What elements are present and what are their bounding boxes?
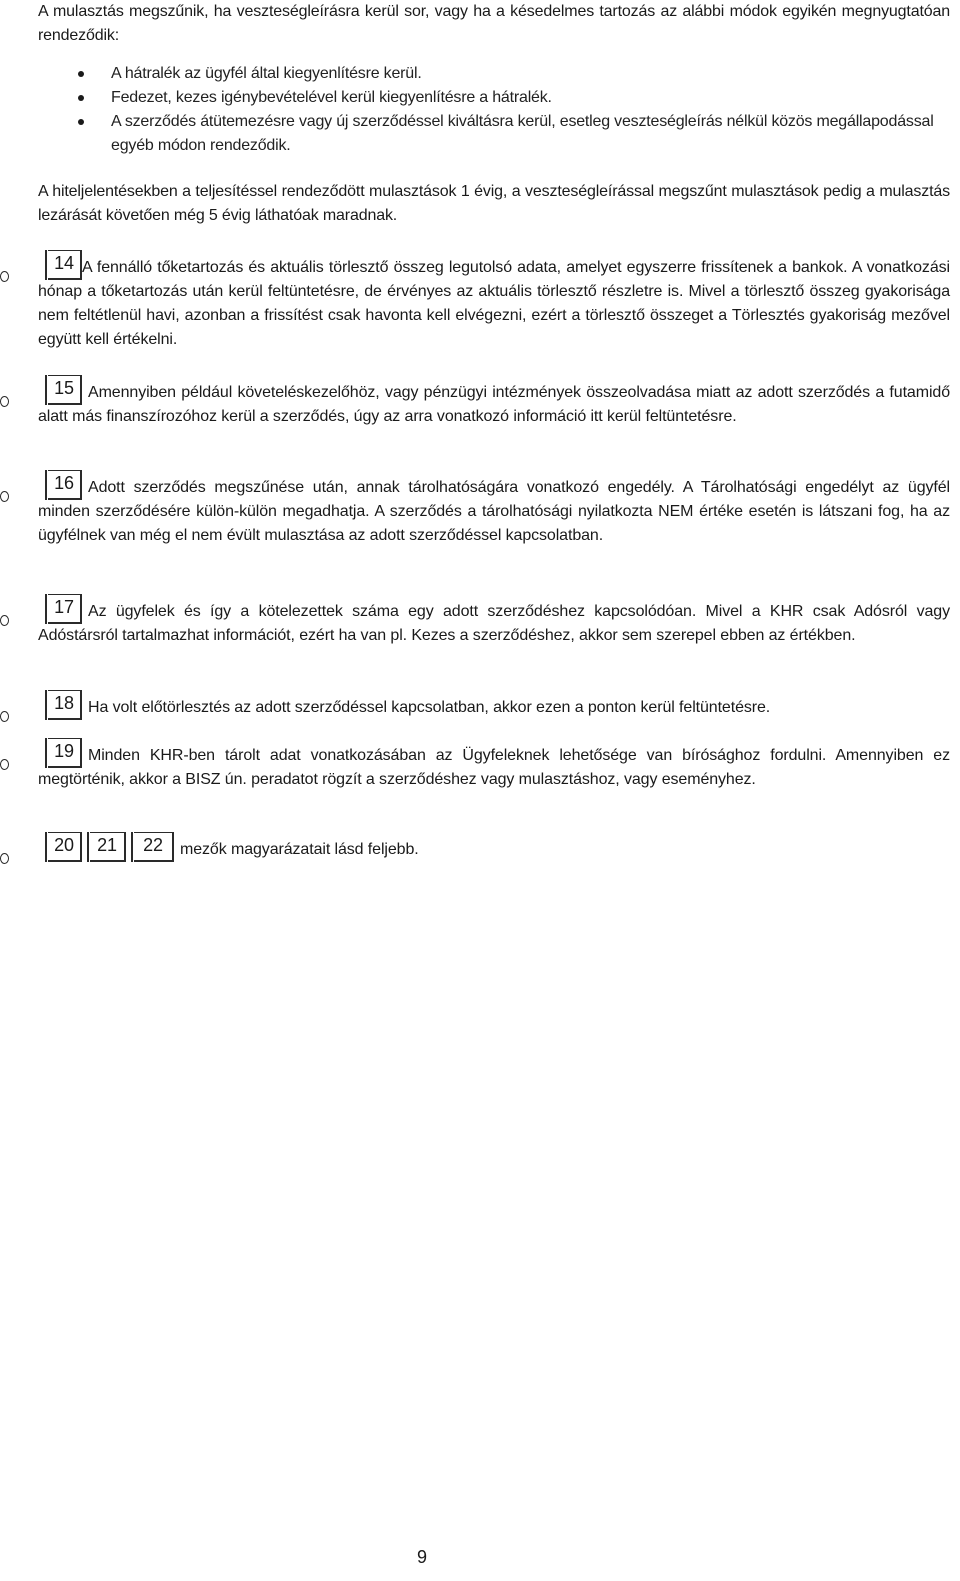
field-number-box: 19 bbox=[48, 738, 82, 768]
bullet-text: A szerződés átütemezésre vagy új szerződéssel kiváltásra kerül, esetleg veszteségleírás nélkül közös megállapodással egyéb módon rendeződik. bbox=[111, 113, 934, 154]
field-number-box: 22 bbox=[134, 832, 174, 862]
field-description: mezők magyarázatait lásd feljebb. bbox=[180, 841, 419, 858]
bullet-item bbox=[78, 62, 950, 86]
circle-bullet-icon bbox=[0, 759, 9, 770]
circle-bullet-icon bbox=[0, 491, 9, 502]
bullet-list bbox=[78, 62, 950, 158]
field-number-box: 20 bbox=[48, 832, 82, 862]
bullet-item bbox=[78, 110, 950, 158]
field-number-box: 18 bbox=[48, 690, 82, 720]
field-item-16 bbox=[0, 470, 960, 548]
field-description: Az ügyfelek és így a kötelezettek száma egy adott szerződéshez kapcsolódóan. Mivel a KHR csak Adósról vagy Adóstársról tartalmazhat információt, ezért ha van pl. Kezes a szerződéshez, akkor sem szerepel ebben az értékben. bbox=[38, 603, 950, 644]
bullet-item bbox=[78, 86, 950, 110]
field-number-box: 17 bbox=[48, 594, 82, 624]
field-item-17 bbox=[0, 594, 960, 648]
field-item-20-22 bbox=[0, 832, 960, 862]
field-description: Amennyiben például követeléskezelőhöz, vagy pénzügyi intézmények összeolvadása miatt az adott szerződés a futamidő alatt más finanszírozóhoz kerül a szerződés, úgy az arra vonatkozó információ itt kerül feltüntetésre. bbox=[38, 384, 950, 425]
bullet-dot bbox=[78, 71, 84, 77]
bullet-text: Fedezet, kezes igénybevételével kerül kiegyenlítésre a hátralék. bbox=[111, 89, 552, 106]
field-description: Minden KHR-ben tárolt adat vonatkozásában az Ügyfeleknek lehetősége van bírósághoz fordulni. Amennyiben ez megtörténik, akkor a BISZ ún. peradatot rögzít a szerződéshez vagy mulasztáshoz, vagy eseményhez. bbox=[38, 747, 950, 788]
field-item-15 bbox=[0, 375, 960, 429]
field-item-18 bbox=[0, 690, 960, 720]
bullet-dot bbox=[78, 119, 84, 125]
field-item-19 bbox=[0, 738, 960, 792]
field-description: Adott szerződés megszűnése után, annak tárolhatóságára vonatkozó engedély. A Tárolhatósági engedélyt az ügyfél minden szerződésére külön-külön megadhatja. A szerződés a tárolhatósági nyilatkozta NEM értéke esetén is látszani fog, ha az ügyfélnek van még el nem évült mulasztása az adott szerződéssel kapcsolatban. bbox=[38, 479, 950, 544]
visibility-paragraph: A hiteljelentésekben a teljesítéssel rendeződött mulasztások 1 évig, a veszteségleírással megszűnt mulasztások pedig a mulasztás lezárását követően még 5 évig láthatóak maradnak. bbox=[38, 183, 950, 224]
circle-bullet-icon bbox=[0, 711, 9, 722]
circle-bullet-icon bbox=[0, 396, 9, 407]
bullet-dot bbox=[78, 95, 84, 101]
field-description: Ha volt előtörlesztés az adott szerződéssel kapcsolatban, akkor ezen a ponton kerül feltüntetésre. bbox=[88, 699, 771, 716]
page-number: 9 bbox=[416, 1547, 427, 1567]
field-item-14 bbox=[0, 250, 960, 352]
bullet-text: A hátralék az ügyfél által kiegyenlítésre kerül. bbox=[111, 65, 422, 82]
field-number-box: 15 bbox=[48, 375, 82, 405]
field-number-box: 14 bbox=[48, 250, 82, 280]
intro-paragraph: A mulasztás megszűnik, ha veszteségleírásra kerül sor, vagy ha a késedelmes tartozás az alábbi módok egyikén megnyugtatóan rendeződik: bbox=[38, 3, 950, 44]
circle-bullet-icon bbox=[0, 853, 9, 864]
field-number-box: 21 bbox=[90, 832, 126, 862]
field-description: A fennálló tőketartozás és aktuális törlesztő összeg legutolsó adata, amelyet egyszerre frissítenek a bankok. A vonatkozási hónap a tőketartozás után kerül feltüntetésre, de érvényes az aktuális törlesztő részletre is. Mivel a törlesztő összeg gyakorisága nem feltétlenül havi, azonban a frissítést csak havonta kell elvégezni, ezért a törlesztő összeget a Törlesztés gyakoriság mezővel együtt kell értékelni. bbox=[38, 259, 950, 348]
circle-bullet-icon bbox=[0, 271, 9, 282]
circle-bullet-icon bbox=[0, 615, 9, 626]
field-number-box: 16 bbox=[48, 470, 82, 500]
